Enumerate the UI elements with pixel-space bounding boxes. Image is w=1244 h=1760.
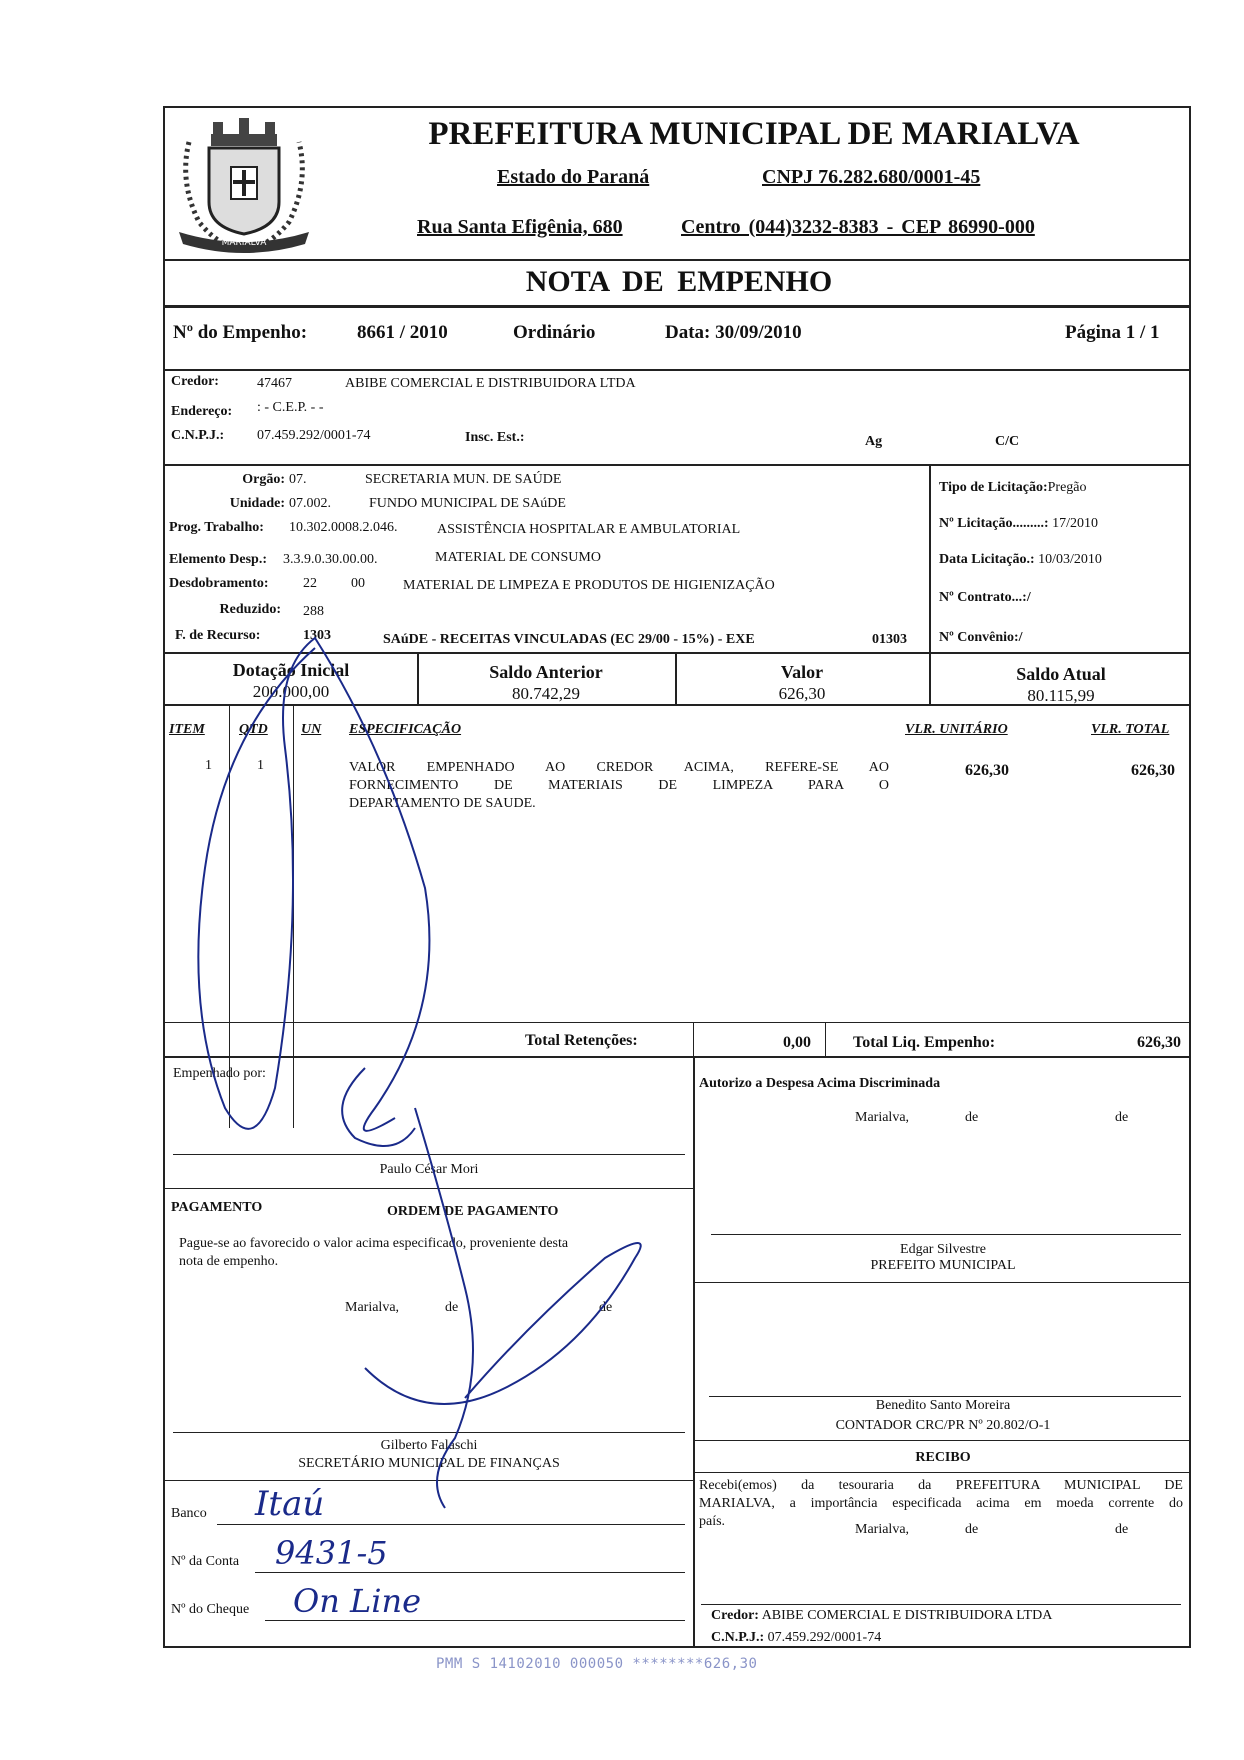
saldo-anterior-value: 80.742,29 — [512, 684, 580, 703]
credor-cnpj: 07.459.292/0001-74 — [257, 428, 371, 443]
recibo-de-1: de — [965, 1522, 979, 1537]
recibo-credor: Credor: ABIBE COMERCIAL E DISTRIBUIDORA LTDA — [711, 1608, 1053, 1623]
contact-address: Centro (044)3232-8383 - CEP 86990-000 — [681, 216, 1035, 238]
desdobramento-code-2: 00 — [351, 576, 365, 591]
contador-name: Benedito Santo Moreira — [875, 1398, 1011, 1413]
item-total-value: 626,30 — [1131, 762, 1175, 779]
col-unit-header: VLR. UNITÁRIO — [905, 722, 1008, 737]
saldo-anterior-label: Saldo Anterior — [489, 662, 603, 682]
valor-label: Valor — [780, 662, 824, 682]
empenho-date: Data: 30/09/2010 — [665, 322, 802, 343]
conta-handwritten: 9431-5 — [275, 1534, 388, 1572]
item-number: 1 — [205, 758, 212, 773]
num-convenio: Nº Convênio:/ — [939, 630, 1023, 645]
cheque-label: Nº do Cheque — [171, 1602, 250, 1617]
elemento-label: Elemento Desp.: — [169, 552, 267, 567]
autorizo-de-1: de — [965, 1110, 979, 1125]
recibo-title: RECIBO — [915, 1450, 971, 1465]
item-qtd: 1 — [257, 758, 264, 773]
desdobramento-name: MATERIAL DE LIMPEZA E PRODUTOS DE HIGIENIZAÇÃO — [403, 578, 775, 593]
document-title: NOTA DE EMPENHO — [525, 265, 833, 298]
cnpj-label: C.N.P.J.: — [171, 428, 225, 443]
saldo-atual-label: Saldo Atual — [1016, 664, 1106, 684]
recibo-cnpj: C.N.P.J.: 07.459.292/0001-74 — [711, 1630, 882, 1645]
total-retencoes-value: 0,00 — [783, 1034, 811, 1051]
dotacao-label: Dotação Inicial — [232, 660, 350, 680]
desdobramento-code-1: 22 — [303, 576, 317, 591]
elemento-code: 3.3.9.0.30.00.00. — [283, 552, 378, 567]
saldo-atual-value: 80.115,99 — [1027, 686, 1095, 705]
conta-label: Nº da Conta — [171, 1554, 240, 1569]
total-liq-value: 626,30 — [1137, 1034, 1181, 1051]
col-un-header: UN — [301, 722, 322, 737]
secretario-role: SECRETÁRIO MUNICIPAL DE FINANÇAS — [298, 1456, 560, 1471]
recurso-label: F. de Recurso: — [175, 628, 261, 643]
pagamento-title: PAGAMENTO — [171, 1200, 263, 1215]
recurso-code-2: 01303 — [872, 632, 907, 647]
col-item-header: ITEM — [169, 722, 205, 737]
credor-code: 47467 — [257, 376, 292, 391]
recibo-line-3: país. — [699, 1514, 726, 1529]
valor-value: 626,30 — [778, 684, 826, 703]
item-spec-line-2: FORNECIMENTO DE MATERIAIS DE LIMPEZA PARA O — [349, 778, 889, 793]
secretario-name: Gilberto Falaschi — [380, 1438, 478, 1453]
empenhado-por-name: Paulo César Mori — [379, 1162, 479, 1177]
prog-label: Prog. Trabalho: — [169, 520, 264, 535]
pagamento-text-line-1: Pague-se ao favorecido o valor acima especificado, proveniente desta — [179, 1236, 569, 1251]
total-liq-label: Total Liq. Empenho: — [853, 1034, 996, 1051]
unidade-code: 07.002. — [289, 496, 331, 511]
reduzido-label: Reduzido: — [219, 602, 281, 617]
col-spec-header: ESPECIFICAÇÃO — [349, 722, 462, 737]
autorizo-de-2: de — [1115, 1110, 1129, 1125]
item-spec-line-1: VALOR EMPENHADO AO CREDOR ACIMA, REFERE-SE AO — [349, 760, 889, 775]
unidade-name: FUNDO MUNICIPAL DE SAúDE — [369, 496, 566, 511]
empenhado-por-label: Empenhado por: — [173, 1066, 266, 1081]
contador-role: CONTADOR CRC/PR Nº 20.802/O-1 — [835, 1418, 1051, 1433]
orgao-label: Orgão: — [242, 472, 285, 487]
prog-name: ASSISTÊNCIA HOSPITALAR E AMBULATORIAL — [437, 522, 741, 537]
prog-code: 10.302.0008.2.046. — [289, 520, 398, 535]
recibo-de-2: de — [1115, 1522, 1129, 1537]
data-licitacao: Data Licitação.: 10/03/2010 — [939, 552, 1102, 567]
pagamento-text-line-2: nota de empenho. — [179, 1254, 279, 1269]
ag-label: Ag — [865, 434, 883, 449]
autorizo-title: Autorizo a Despesa Acima Discriminada — [699, 1076, 941, 1091]
tipo-licitacao: Tipo de Licitação:Pregão — [939, 480, 1087, 495]
recurso-name: SAúDE - RECEITAS VINCULADAS (EC 29/00 - 15%) - EXE — [383, 632, 755, 647]
state-label: Estado do Paraná — [497, 166, 650, 188]
col-qtd-header: QTD — [239, 722, 268, 737]
page-number: Página 1 / 1 — [1065, 322, 1160, 343]
recibo-city: Marialva, — [855, 1522, 910, 1537]
reduzido-value: 288 — [303, 604, 324, 619]
autorizo-city: Marialva, — [855, 1110, 910, 1125]
item-spec-line-3: DEPARTAMENTO DE SAUDE. — [349, 796, 536, 811]
orgao-name: SECRETARIA MUN. DE SAÚDE — [365, 472, 562, 487]
elemento-name: MATERIAL DE CONSUMO — [435, 550, 601, 565]
unidade-label: Unidade: — [229, 496, 285, 511]
cheque-handwritten: On Line — [293, 1582, 422, 1620]
nota-de-empenho-form — [163, 106, 1191, 1648]
pagamento-city: Marialva, — [345, 1300, 400, 1315]
prefeito-role: PREFEITO MUNICIPAL — [870, 1258, 1016, 1273]
address-value: : - C.E.P. - - — [257, 400, 324, 415]
page-title: PREFEITURA MUNICIPAL DE MARIALVA — [428, 116, 1080, 152]
prefeito-name: Edgar Silvestre — [900, 1242, 986, 1257]
recibo-line-2: MARIALVA, a importância especificada acima em moeda corrente do — [699, 1496, 1183, 1511]
recibo-line-1: Recebi(emos) da tesouraria da PREFEITURA MUNICIPAL DE — [699, 1478, 1183, 1493]
num-contrato: Nº Contrato...:/ — [939, 590, 1031, 605]
credor-label: Credor: — [171, 374, 219, 389]
cnpj-header: CNPJ 76.282.680/0001-45 — [762, 166, 981, 188]
orgao-code: 07. — [289, 472, 307, 487]
svg-text:MARIALVA: MARIALVA — [221, 238, 267, 248]
banco-label: Banco — [171, 1506, 207, 1521]
banco-handwritten: Itaú — [255, 1484, 325, 1524]
recurso-code: 1303 — [303, 628, 331, 643]
street-address: Rua Santa Efigênia, 680 — [417, 216, 623, 238]
dotacao-value: 200.000,00 — [252, 682, 330, 701]
insc-label: Insc. Est.: — [465, 430, 525, 445]
pagamento-de-2: de — [599, 1300, 613, 1315]
item-unit-value: 626,30 — [965, 762, 1009, 779]
empenho-number: 8661 / 2010 — [357, 322, 448, 343]
handwritten-signatures-icon — [165, 108, 1193, 1650]
empenho-label: Nº do Empenho: — [173, 322, 308, 343]
address-label: Endereço: — [171, 404, 233, 419]
col-total-header: VLR. TOTAL — [1091, 722, 1170, 737]
desdobramento-label: Desdobramento: — [169, 576, 269, 591]
empenho-type: Ordinário — [513, 322, 596, 343]
num-licitacao: Nº Licitação.........: 17/2010 — [939, 516, 1098, 531]
total-retencoes-label: Total Retenções: — [525, 1032, 638, 1049]
pagamento-de-1: de — [445, 1300, 459, 1315]
ordem-pagamento-title: ORDEM DE PAGAMENTO — [387, 1204, 559, 1219]
credor-name: ABIBE COMERCIAL E DISTRIBUIDORA LTDA — [345, 376, 636, 391]
cc-label: C/C — [995, 434, 1020, 449]
mechanical-stamp: PMM S 14102010 000050 ********626,30 — [436, 1656, 758, 1672]
